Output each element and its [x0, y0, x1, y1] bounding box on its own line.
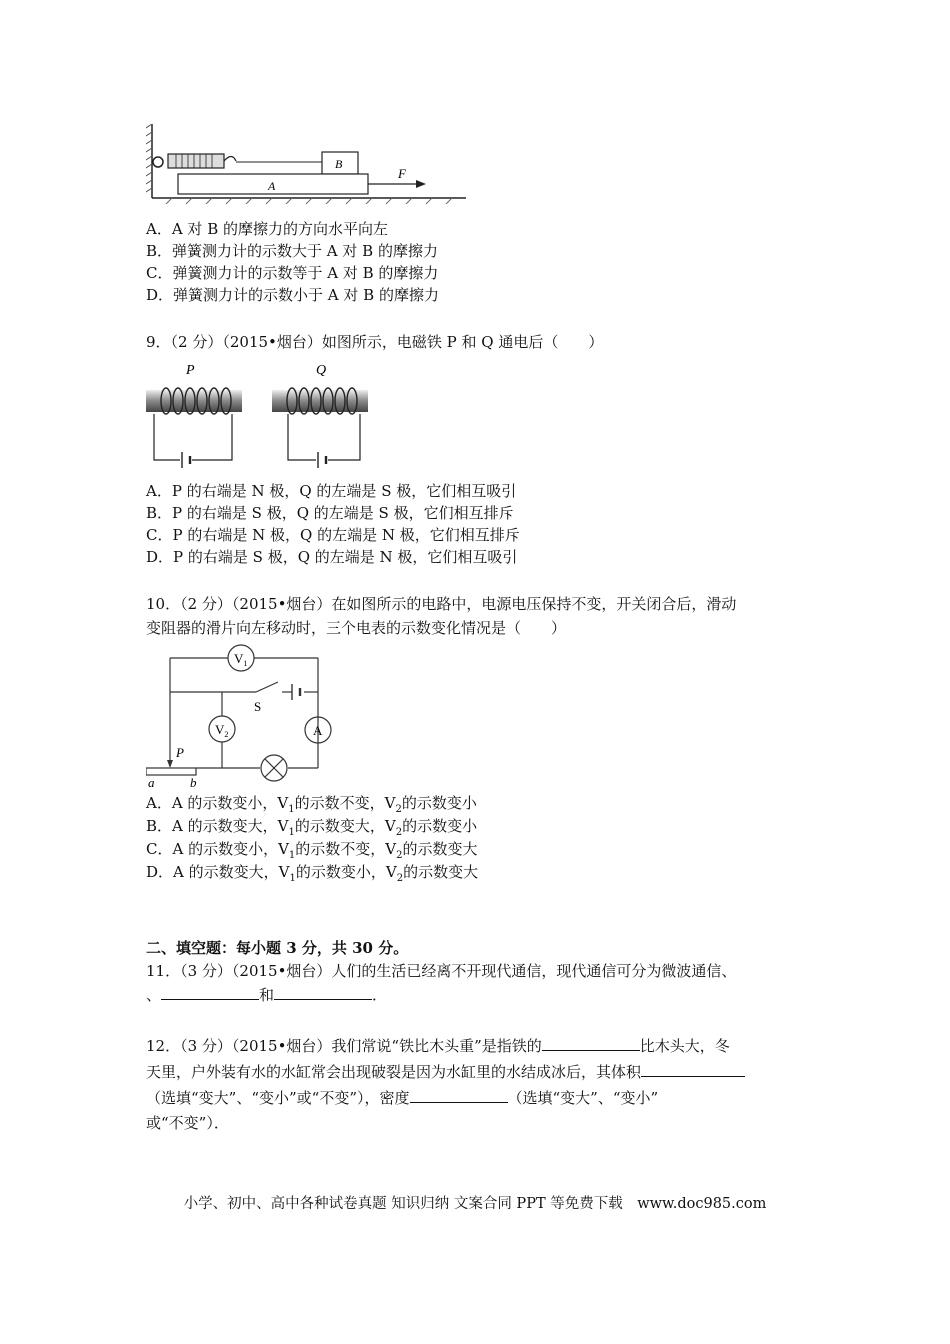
magnet-q-label: Q: [316, 363, 327, 378]
section-title: 二、填空题：每小题 3 分，共 30 分。: [146, 939, 409, 957]
block-a-label: A: [268, 179, 276, 193]
v1-label: $V_1$: [234, 651, 248, 668]
q9-stem: 9．（2 分）（2015•烟台）如图所示，电磁铁 P 和 Q 通电后（ ）: [146, 333, 604, 351]
q10-stem-line2: 变阻器的滑片向左移动时，三个电表的示数变化情况是（ ）: [146, 619, 567, 637]
circuit-diagram: [146, 644, 336, 789]
q8-option-d: D．弹簧测力计的示数小于 A 对 B 的摩擦力: [146, 286, 439, 304]
ammeter-label: A: [313, 723, 323, 738]
page-footer: 小学、初中、高中各种试卷真题 知识归纳 文案合同 PPT 等免费下载 www.doc985.com: [183, 1196, 767, 1212]
q12-line1: 12．（3 分）（2015•烟台）我们常说“铁比木头重”是指铁的 比木头大，冬: [146, 1037, 730, 1055]
q8-option-a: A．A 对 B 的摩擦力的方向水平向左: [146, 220, 388, 238]
electromagnet-diagram: [146, 358, 376, 470]
switch-label: S: [254, 699, 262, 714]
q10-option-a: A．A 的示数变小，$V_1$的示数不变，$V_2$的示数变小: [146, 794, 477, 815]
v2-label: $V_2$: [215, 722, 229, 739]
friction-diagram: [146, 124, 476, 204]
q12-line4: 或“不变”）．: [146, 1114, 229, 1132]
block-b-label: B: [335, 157, 343, 171]
q10-option-d: D．A 的示数变大，$V_1$的示数变小，$V_2$的示数变大: [146, 863, 479, 884]
q12-line2: 天里，户外装有水的水缸常会出现破裂是因为水缸里的水结成冰后，其体积: [146, 1062, 745, 1082]
q10-option-c: C．A 的示数变小，$V_1$的示数不变，$V_2$的示数变大: [146, 840, 478, 861]
q12-line3: （选填“变大”、“变小”或“不变”），密度 （选填“变大”、“变小”: [146, 1089, 659, 1107]
slider-label: P: [176, 745, 184, 760]
q12-blank-2[interactable]: [641, 1062, 745, 1077]
q8-option-b: B．弹簧测力计的示数大于 A 对 B 的摩擦力: [146, 242, 438, 260]
q9-option-a: A．P 的右端是 N 极，Q 的左端是 S 极，它们相互吸引: [146, 482, 517, 500]
magnet-p-label: P: [186, 363, 195, 378]
q12-blank-1[interactable]: [542, 1036, 640, 1051]
end-b-label: b: [190, 775, 197, 789]
q10-option-b: B．A 的示数变大，$V_1$的示数变大，$V_2$的示数变小: [146, 817, 478, 838]
q11-line2: 、 和 ．: [146, 986, 388, 1004]
q11-line1: 11．（3 分）（2015•烟台）人们的生活已经离不开现代通信，现代通信可分为微波通信、: [146, 962, 737, 980]
q9-option-b: B．P 的右端是 S 极，Q 的左端是 S 极，它们相互排斥: [146, 504, 514, 522]
q10-stem-line1: 10．（2 分）（2015•烟台）在如图所示的电路中，电源电压保持不变，开关闭合后，滑动: [146, 595, 737, 613]
q12-blank-3[interactable]: [410, 1088, 508, 1103]
q9-option-d: D．P 的右端是 S 极，Q 的左端是 N 极，它们相互吸引: [146, 548, 518, 566]
q11-blank-1[interactable]: [161, 985, 259, 1000]
q11-blank-2[interactable]: [274, 985, 372, 1000]
end-a-label: a: [148, 775, 155, 789]
q8-option-c: C．弹簧测力计的示数等于 A 对 B 的摩擦力: [146, 264, 439, 282]
force-label: F: [398, 166, 406, 181]
q9-option-c: C．P 的右端是 N 极，Q 的左端是 N 极，它们相互排斥: [146, 526, 520, 544]
